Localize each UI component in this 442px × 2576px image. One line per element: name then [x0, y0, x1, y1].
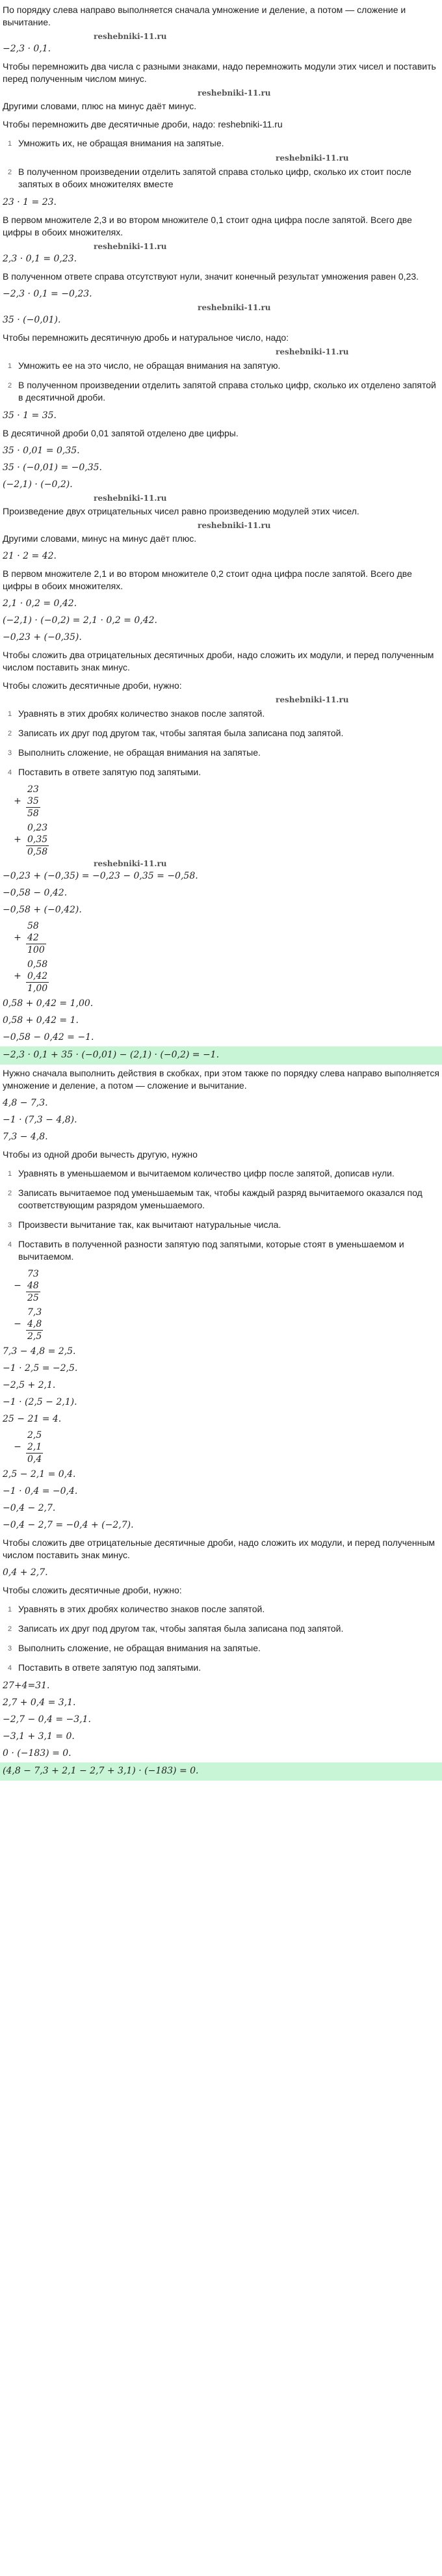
operation-sign: +	[14, 796, 21, 806]
math-line: 35 · (−0,01).	[3, 315, 61, 325]
step-number: 1	[8, 362, 12, 370]
step-item	[8, 724, 439, 743]
math-line: −0,23 + (−0,35).	[3, 632, 82, 643]
operation-sign: +	[14, 971, 21, 981]
column-number: 42	[26, 932, 46, 944]
column-number: 4,8	[27, 1319, 42, 1329]
column-calculation	[9, 1267, 439, 1305]
step-list	[3, 1658, 439, 1678]
step-number: 1	[8, 710, 12, 718]
operation-sign: −	[14, 1281, 21, 1291]
step-text: Поставить в ответе запятую под запятыми.	[18, 1662, 202, 1673]
step-text: В полученном произведении отделить запятой справа столько цифр, сколько их стоит после запятых в обоих множителях вместе	[18, 166, 411, 189]
math-line: −0,58 − 0,42 = −1.	[3, 1032, 94, 1042]
math-line: 35 · 1 = 35.	[3, 410, 57, 421]
step-item	[8, 763, 439, 782]
step-item	[8, 743, 439, 763]
step-list	[3, 743, 439, 763]
step-list	[3, 1235, 439, 1267]
paragraph: Чтобы перемножить десятичную дробь и натуральное число, надо:	[3, 332, 289, 343]
step-list	[3, 1600, 439, 1619]
math-line: −2,5 + 2,1.	[3, 1380, 56, 1390]
watermark: reshebniki-11.ru	[94, 859, 167, 868]
column-number: 2,5	[27, 1331, 42, 1342]
math-line: 0,58 + 0,42 = 1,00.	[3, 998, 94, 1009]
operation-sign: −	[14, 1442, 21, 1452]
math-line: 7,3 − 4,8.	[3, 1132, 48, 1142]
column-number: 58	[27, 808, 39, 819]
step-number: 2	[8, 382, 12, 390]
step-list	[3, 704, 439, 724]
column-number: 100	[27, 945, 45, 955]
math-line: −2,3 · 0,1 = −0,23.	[3, 289, 92, 299]
column-calculation	[9, 957, 439, 996]
step-text: Выполнить сложение, не обращая внимания на запятые.	[18, 1643, 261, 1653]
column-numbers	[26, 1429, 43, 1465]
step-number: 2	[8, 1189, 12, 1197]
math-line: 27+4=31.	[3, 1680, 50, 1691]
paragraph: По порядку слева направо выполняется сначала умножение и деление, а потом — сложение и вычитание.	[3, 5, 406, 27]
step-text: Умножить ее на это число, не обращая внимания на запятую.	[18, 360, 281, 371]
paragraph: В первом множителе 2,1 и во втором множителе 0,2 стоит одна цифра после запятой. Всего две цифры в обоих множителях.	[3, 568, 412, 591]
column-number: 0,58	[27, 959, 48, 970]
watermark: reshebniki-11.ru	[276, 153, 349, 163]
step-item	[8, 1600, 439, 1619]
paragraph: Другими словами, минус на минус даёт плюс.	[3, 533, 197, 544]
step-text: Произвести вычитание так, как вычитают натуральные числа.	[18, 1219, 281, 1230]
step-number: 2	[8, 168, 12, 176]
step-item	[8, 356, 439, 376]
step-number: 2	[8, 730, 12, 737]
step-number: 1	[8, 1606, 12, 1613]
math-line: 2,3 · 0,1 = 0,23.	[3, 254, 77, 264]
math-line: 7,3 − 4,8 = 2,5.	[3, 1346, 76, 1357]
column-numbers	[26, 1268, 40, 1304]
column-number: 2,5	[27, 1430, 42, 1441]
step-list	[3, 376, 439, 408]
math-line: −2,7 − 0,4 = −3,1.	[3, 1714, 91, 1725]
paragraph: Чтобы перемножить две десятичные дроби, надо: reshebniki-11.ru	[3, 119, 283, 129]
step-item	[8, 1619, 439, 1639]
paragraph: Нужно сначала выполнить действия в скобках, при этом также по порядку слева направо выполняется умножение и деление, а потом — сложение и вычитание.	[3, 1068, 439, 1091]
step-list	[3, 1164, 439, 1184]
paragraph: Чтобы перемножить два числа с разными знаками, надо перемножить модули этих чисел и поставить перед полученным числом минус.	[3, 61, 436, 84]
step-text: Записать их друг под другом так, чтобы запятая была записана под запятой.	[18, 1623, 344, 1634]
operation-sign: −	[14, 1319, 21, 1329]
column-numbers	[26, 822, 49, 858]
step-number: 3	[8, 1645, 12, 1653]
step-number: 1	[8, 140, 12, 148]
paragraph: Чтобы сложить две отрицательные десятичные дроби, надо сложить их модули, и перед полученным числом поставить знак минус.	[3, 1537, 435, 1560]
math-line: 2,7 + 0,4 = 3,1.	[3, 1697, 76, 1708]
column-number: 35	[27, 796, 39, 806]
step-list	[3, 1619, 439, 1639]
step-list	[3, 1639, 439, 1658]
math-line: −3,1 + 3,1 = 0.	[3, 1731, 75, 1742]
column-number: 0,23	[27, 823, 48, 833]
column-calculation	[9, 919, 439, 957]
watermark: reshebniki-11.ru	[94, 494, 167, 503]
step-item	[8, 1639, 439, 1658]
watermark: reshebniki-11.ru	[198, 88, 271, 98]
math-line: 21 · 2 = 42.	[3, 551, 57, 561]
step-number: 4	[8, 1241, 12, 1249]
step-text: Записать вычитаемое под уменьшаемым так, чтобы каждый разряд вычитаемого оказался под соответствующим разрядом уменьшаемого.	[18, 1188, 422, 1210]
paragraph: Другими словами, плюс на минус даёт минус.	[3, 101, 197, 111]
step-list	[3, 1215, 439, 1235]
math-line: 2,1 · 0,2 = 0,42.	[3, 598, 77, 609]
step-list	[3, 163, 439, 194]
math-line: 35 · (−0,01) = −0,35.	[3, 462, 102, 473]
step-text: В полученном произведении отделить запятой справа столько цифр, сколько их отделено запятой в десятичной дроби.	[18, 380, 436, 403]
step-text: Уравнять в этих дробях количество знаков после запятой.	[18, 1604, 265, 1614]
paragraph: Чтобы сложить десятичные дроби, нужно:	[3, 1585, 182, 1595]
math-line: −2,3 · 0,1.	[3, 44, 51, 54]
paragraph: Чтобы из одной дроби вычесть другую, нужно	[3, 1149, 198, 1160]
step-item	[8, 163, 439, 194]
operation-sign: +	[14, 933, 21, 943]
column-number: 1,00	[27, 983, 48, 994]
step-item	[8, 1235, 439, 1267]
math-line: −1 · (2,5 − 2,1).	[3, 1397, 77, 1407]
watermark: reshebniki-11.ru	[198, 521, 271, 530]
step-text: Уравнять в этих дробях количество знаков после запятой.	[18, 708, 265, 719]
step-number: 2	[8, 1625, 12, 1633]
column-number: 73	[27, 1269, 39, 1279]
column-number: 0,35	[27, 834, 48, 845]
paragraph: В десятичной дроби 0,01 запятой отделено две цифры.	[3, 428, 239, 438]
math-line: 23 · 1 = 23.	[3, 197, 57, 207]
column-number: 23	[27, 784, 39, 795]
math-line: (−2,1) · (−0,2) = 2,1 · 0,2 = 0,42.	[3, 615, 157, 626]
paragraph: В полученном ответе справа отсутствуют нули, значит конечный результат умножения равен 0,23.	[3, 271, 419, 282]
watermark: reshebniki-11.ru	[94, 242, 167, 251]
paragraph: В первом множителе 2,3 и во втором множителе 0,1 стоит одна цифра после запятой. Всего две цифры в обоих множителях.	[3, 215, 412, 237]
column-numbers	[26, 920, 46, 956]
math-line: 4,8 − 7,3.	[3, 1098, 48, 1108]
step-list	[3, 1184, 439, 1215]
math-line: −1 · (7,3 − 4,8).	[3, 1115, 77, 1125]
column-number: 7,3	[27, 1307, 42, 1318]
paragraph: Чтобы сложить десятичные дроби, нужно:	[3, 680, 182, 691]
step-item	[8, 704, 439, 724]
step-text: Записать их друг под другом так, чтобы запятая была записана под запятой.	[18, 728, 344, 738]
step-item	[8, 1658, 439, 1678]
column-numbers	[26, 784, 40, 819]
column-numbers	[26, 1307, 43, 1342]
step-text: Поставить в полученной разности запятую под запятыми, которые стоят в уменьшаемом и вычитаемом.	[18, 1239, 404, 1262]
column-number: 48	[27, 1281, 39, 1291]
paragraph: Чтобы сложить два отрицательных десятичных дроби, надо сложить их модули, и перед полученным числом поставить знак минус.	[3, 650, 434, 672]
step-item	[8, 134, 439, 153]
step-list	[3, 356, 439, 376]
column-number: 0,58	[27, 847, 48, 857]
step-list	[3, 763, 439, 782]
math-line: −0,23 + (−0,35) = −0,23 − 0,35 = −0,58.	[3, 871, 198, 881]
math-line: 0,4 + 2,7.	[3, 1567, 48, 1578]
step-list	[3, 724, 439, 743]
math-line: −0,4 − 2,7.	[3, 1503, 56, 1513]
step-number: 3	[8, 1221, 12, 1229]
math-line: 35 · 0,01 = 0,35.	[3, 445, 80, 456]
column-number: 0,42	[27, 971, 48, 981]
operation-sign: +	[14, 834, 21, 845]
step-number: 1	[8, 1170, 12, 1178]
step-number: 4	[8, 1664, 12, 1672]
watermark: reshebniki-11.ru	[276, 695, 349, 704]
watermark: reshebniki-11.ru	[276, 347, 349, 356]
step-item	[8, 1164, 439, 1184]
step-item	[8, 1215, 439, 1235]
math-line: 2,5 − 2,1 = 0,4.	[3, 1469, 76, 1480]
math-line: (−2,1) · (−0,2).	[3, 479, 73, 490]
math-line: −1 · 2,5 = −2,5.	[3, 1363, 78, 1374]
math-line: −0,4 − 2,7 = −0,4 + (−2,7).	[3, 1520, 134, 1530]
math-line: 0,58 + 0,42 = 1.	[3, 1015, 79, 1026]
paragraph: Произведение двух отрицательных чисел равно произведению модулей этих чисел.	[3, 506, 359, 516]
step-item	[8, 376, 439, 408]
column-calculation	[9, 782, 439, 821]
watermark: reshebniki-11.ru	[94, 32, 167, 41]
step-text: Уравнять в уменьшаемом и вычитаемом количество цифр после запятой, дописав нули.	[18, 1168, 395, 1178]
step-text: Выполнить сложение, не обращая внимания на запятые.	[18, 747, 261, 758]
column-calculation	[9, 821, 439, 859]
math-line: −1 · 0,4 = −0,4.	[3, 1486, 78, 1496]
column-calculation	[9, 1428, 439, 1467]
column-numbers	[26, 959, 49, 994]
math-line: 25 − 21 = 4.	[3, 1414, 62, 1424]
column-calculation	[9, 1305, 439, 1344]
column-number: 58	[27, 921, 39, 931]
step-text: Умножить их, не обращая внимания на запятые.	[18, 138, 224, 148]
step-text: Поставить в ответе запятую под запятыми.	[18, 767, 202, 777]
step-number: 3	[8, 749, 12, 757]
watermark: reshebniki-11.ru	[198, 303, 271, 312]
column-number: 2,1	[27, 1442, 42, 1452]
math-line: −0,58 + (−0,42).	[3, 905, 82, 915]
step-item	[8, 1184, 439, 1215]
column-number: 25	[27, 1293, 39, 1303]
step-list	[3, 134, 439, 153]
column-number: 0,4	[27, 1454, 42, 1465]
answer-highlight: −2,3 · 0,1 + 35 · (−0,01) − (2,1) · (−0,2) = −1.	[0, 1046, 442, 1065]
answer-highlight: (4,8 − 7,3 + 2,1 − 2,7 + 3,1) · (−183) = 0.	[0, 1762, 442, 1781]
step-number: 4	[8, 769, 12, 777]
math-line: −0,58 − 0,42.	[3, 888, 68, 898]
math-line: 0 · (−183) = 0.	[3, 1748, 72, 1759]
